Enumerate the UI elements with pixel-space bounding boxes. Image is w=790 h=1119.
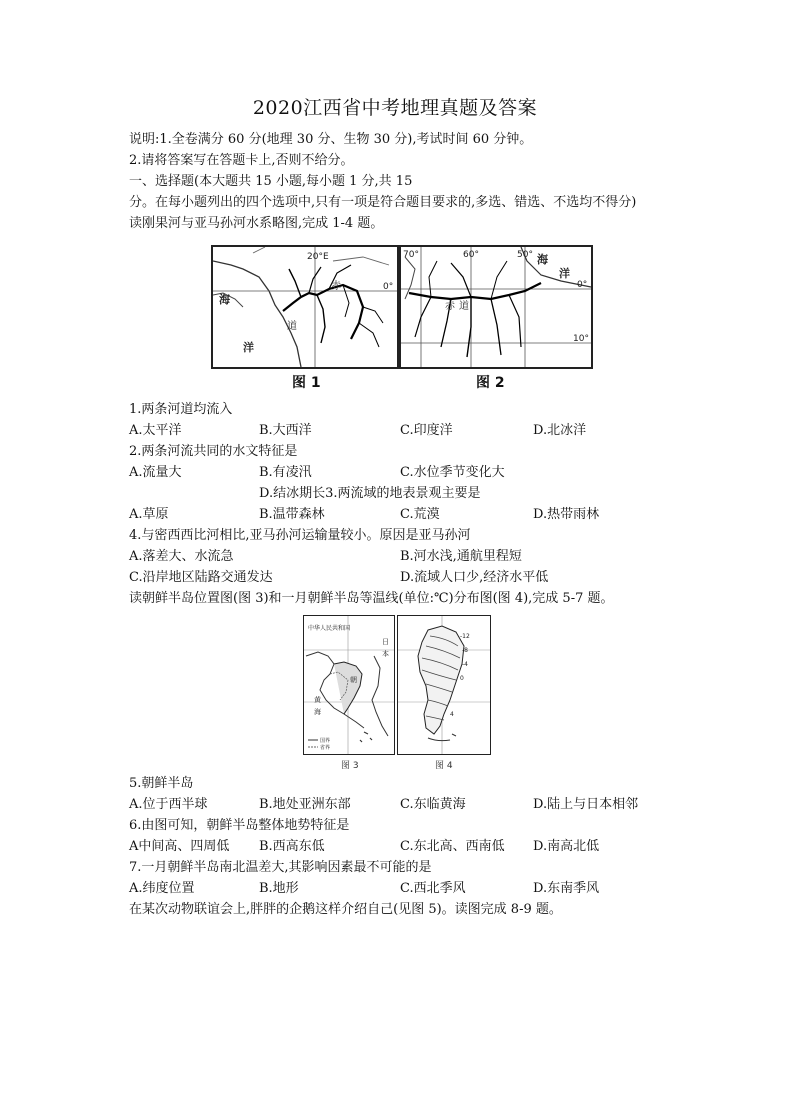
question-7-stem: 7.一月朝鲜半岛南北温差大,其影响因素最不可能的是 (129, 860, 432, 875)
fig2-lat-label-2: 10° (573, 334, 589, 344)
q1-option-d: D.北冰洋 (533, 423, 587, 438)
q5-option-a: A.位于西半球 (129, 797, 208, 812)
q5-option-d: D.陆上与日本相邻 (533, 797, 639, 812)
fig3-top-label: 中华人民共和国 (308, 625, 351, 632)
fig2-lat-label-1: 0° (577, 280, 588, 290)
fig2-lon-label-1: 70° (403, 250, 419, 260)
question-1-stem: 1.两条河道均流入 (129, 402, 233, 417)
figure-4-caption: 图 4 (435, 761, 453, 771)
fig2-label-dao: 道 (459, 301, 469, 312)
q3-option-c: C.荒漠 (400, 507, 440, 522)
q2-option-b: B.有凌汛 (259, 465, 312, 480)
fig3-label-huang: 黄 (314, 696, 321, 704)
fig2-lon-label-3: 50° (517, 250, 533, 260)
fig3-label-ben: 本 (382, 650, 389, 658)
figure-1-caption: 图 1 (292, 375, 321, 391)
question-5-stem: 5.朝鲜半岛 (129, 776, 194, 791)
figure-2-amazon-map (399, 245, 593, 369)
question-3-stem: D.结冰期长3.两流域的地表景观主要是 (259, 486, 481, 501)
fig2-lon-label-2: 60° (463, 250, 479, 260)
q3-option-b: B.温带森林 (259, 507, 325, 522)
fig1-label-chi: 赤 (331, 281, 341, 292)
fig3-label-hai: 海 (314, 708, 321, 716)
fig1-label-dao: 道 (287, 321, 297, 332)
fig1-label-sea: 海 (219, 293, 230, 306)
q6-option-c: C.东北高、西南低 (400, 839, 505, 854)
figure-3-caption: 图 3 (341, 761, 359, 771)
q1-option-c: C.印度洋 (400, 423, 453, 438)
q5-option-c: C.东临黄海 (400, 797, 466, 812)
instruction-line-1: 说明:1.全卷满分 60 分(地理 30 分、生物 30 分),考试时间 60 分钟。 (129, 132, 533, 147)
figure-1-congo-map (211, 245, 399, 369)
fig3-legend-2: 省界 (320, 745, 331, 751)
figure-2-caption: 图 2 (476, 375, 505, 391)
fig4-label-0: 0 (460, 675, 464, 682)
page-title: 2020江西省中考地理真题及答案 (252, 97, 538, 119)
q7-option-b: B.地形 (259, 881, 299, 896)
fig3-legend-1: 国界 (320, 738, 331, 744)
q7-option-c: C.西北季风 (400, 881, 466, 896)
q2-option-c: C.水位季节变化大 (400, 465, 505, 480)
q7-option-a: A.纬度位置 (129, 881, 195, 896)
fig4-label-minus12: -12 (460, 633, 470, 640)
q4-option-d: D.流域人口少,经济水平低 (400, 570, 549, 585)
figure-4-isotherm-map (397, 615, 491, 755)
intro-questions-5-7: 读朝鲜半岛位置图(图 3)和一月朝鲜半岛等温线(单位:℃)分布图(图 4),完成 5-7 题。 (129, 591, 614, 606)
question-4-stem: 4.与密西西比河相比,亚马孙河运输量较小。原因是亚马孙河 (129, 528, 471, 543)
fig2-label-sea: 海 (537, 253, 548, 266)
fig1-lon-label: 20°E (307, 252, 329, 262)
q1-option-b: B.大西洋 (259, 423, 312, 438)
fig4-label-minus8: -8 (462, 647, 468, 654)
q4-option-a: A.落差大、水流急 (129, 549, 234, 564)
instruction-line-2: 2.请将答案写在答题卡上,否则不给分。 (129, 153, 354, 168)
intro-questions-8-9: 在某次动物联谊会上,胖胖的企鹅这样介绍自己(见图 5)。读图完成 8-9 题。 (129, 902, 562, 917)
q2-option-a: A.流量大 (129, 465, 182, 480)
fig3-label-ri: 日 (382, 638, 389, 646)
q6-option-d: D.南高北低 (533, 839, 600, 854)
fig2-label-ocean: 洋 (559, 267, 570, 280)
q1-option-a: A.太平洋 (129, 423, 182, 438)
q5-option-b: B.地处亚洲东部 (259, 797, 351, 812)
q4-option-b: B.河水浅,通航里程短 (400, 549, 522, 564)
fig1-label-ocean: 洋 (243, 341, 254, 354)
q6-option-a: A中间高、四周低 (129, 839, 230, 854)
fig1-lat-label: 0° (383, 282, 394, 292)
fig2-label-chi: 赤 (445, 301, 455, 312)
question-2-stem: 2.两条河流共同的水文特征是 (129, 444, 298, 459)
fig4-label-minus4: -4 (462, 661, 468, 668)
instruction-line-3: 一、选择题(本大题共 15 小题,每小题 1 分,共 15 (129, 174, 413, 189)
fig4-label-4: 4 (450, 711, 454, 718)
q3-option-a: A.草原 (129, 507, 169, 522)
instruction-line-4: 分。在每小题列出的四个选项中,只有一项是符合题目要求的,多选、错选、不选均不得分) (129, 195, 637, 210)
fig3-label-chao: 朝 (350, 676, 357, 684)
q7-option-d: D.东南季风 (533, 881, 600, 896)
q4-option-c: C.沿岸地区陆路交通发达 (129, 570, 273, 585)
figure-3-korea-location-map (303, 615, 395, 755)
question-6-stem: 6.由图可知，朝鲜半岛整体地势特征是 (129, 818, 350, 833)
q3-option-d: D.热带雨林 (533, 507, 600, 522)
q6-option-b: B.西高东低 (259, 839, 325, 854)
instruction-line-5: 读刚果河与亚马孙河水系略图,完成 1-4 题。 (129, 216, 384, 231)
